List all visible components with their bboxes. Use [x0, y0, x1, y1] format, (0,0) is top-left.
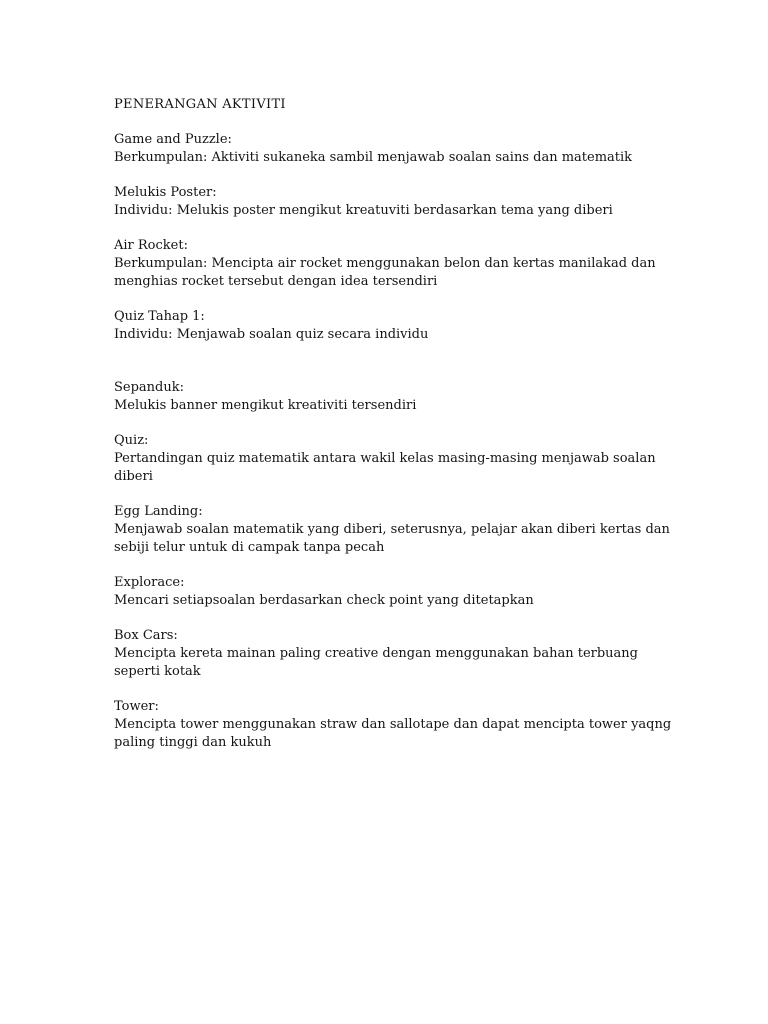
section-quiz-tahap-1 [114, 308, 674, 344]
section-heading: Melukis Poster: [114, 185, 217, 200]
section-heading: Quiz: [114, 433, 149, 448]
section-heading: Box Cars: [114, 628, 178, 643]
section-tower [114, 698, 674, 752]
section-egg-landing [114, 503, 674, 557]
section-sepanduk [114, 379, 674, 415]
section-body: Mencipta kereta mainan paling creative dengan menggunakan bahan terbuang seperti kotak [114, 646, 638, 679]
document-page [114, 96, 674, 752]
section-explorace [114, 574, 674, 610]
section-air-rocket [114, 237, 674, 291]
section-heading: Quiz Tahap 1: [114, 309, 205, 324]
section-body: Individu: Melukis poster mengikut kreatuviti berdasarkan tema yang diberi [114, 203, 613, 218]
section-body: Melukis banner mengikut kreativiti tersendiri [114, 398, 417, 413]
section-heading: Explorace: [114, 575, 185, 590]
section-body: Pertandingan quiz matematik antara wakil kelas masing-masing menjawab soalan diberi [114, 451, 656, 484]
section-body: Berkumpulan: Aktiviti sukaneka sambil menjawab soalan sains dan matematik [114, 150, 633, 165]
section-body: Berkumpulan: Mencipta air rocket menggunakan belon dan kertas manilakad dan menghias rocket tersebut dengan idea tersendiri [114, 256, 656, 289]
section-box-cars [114, 627, 674, 681]
section-body: Individu: Menjawab soalan quiz secara individu [114, 327, 429, 342]
section-body: Mencipta tower menggunakan straw dan sallotape dan dapat mencipta tower yaqng paling tinggi dan kukuh [114, 717, 672, 750]
section-melukis-poster [114, 184, 674, 220]
section-game-and-puzzle [114, 131, 674, 167]
section-body: Menjawab soalan matematik yang diberi, seterusnya, pelajar akan diberi kertas dan sebiji telur untuk di campak tanpa pecah [114, 522, 670, 555]
section-quiz [114, 432, 674, 486]
section-heading: Egg Landing: [114, 504, 203, 519]
document-title: PENERANGAN AKTIVITI [114, 97, 286, 112]
section-heading: Tower: [114, 699, 159, 714]
section-heading: Sepanduk: [114, 380, 184, 395]
section-heading: Air Rocket: [114, 238, 188, 253]
section-heading: Game and Puzzle: [114, 132, 232, 147]
section-body: Mencari setiapsoalan berdasarkan check point yang ditetapkan [114, 593, 534, 608]
